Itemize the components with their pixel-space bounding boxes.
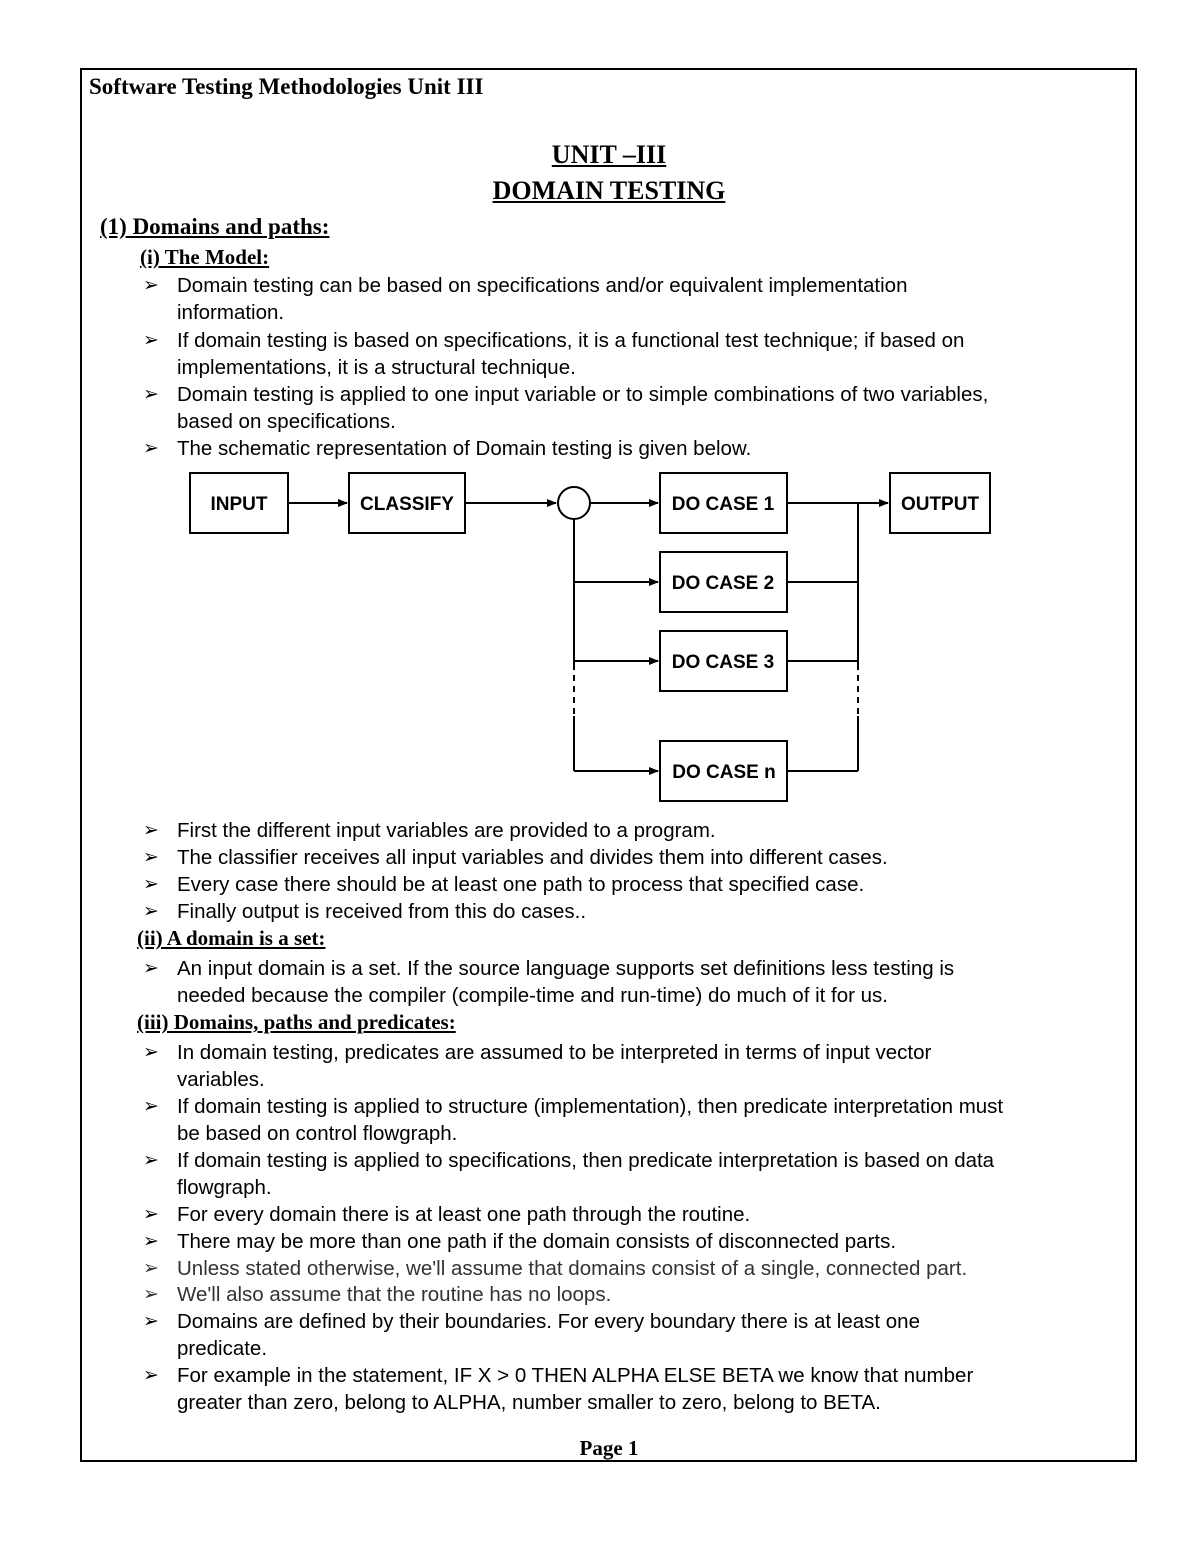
bullet-line: needed because the compiler (compile-time and run-time) do much of it for us.: [177, 984, 889, 1007]
arrow-bullet-icon: ➢: [143, 900, 159, 922]
arrow-bullet-icon: ➢: [143, 1283, 159, 1305]
bullet-line: In domain testing, predicates are assumed to be interpreted in terms of input vector: [177, 1041, 932, 1064]
list-item: [143, 1255, 967, 1282]
list-item: [143, 1039, 931, 1093]
bullet-line: implementations, it is a structural technique.: [177, 356, 576, 379]
bullet-line: If domain testing is based on specifications, it is a functional test technique; if based on: [177, 329, 965, 352]
bullet-line: predicate.: [177, 1337, 268, 1360]
subsection-heading: (i) The Model:: [140, 245, 270, 269]
list-item: [143, 844, 888, 871]
list-item: [143, 955, 954, 1009]
case3-label: DO CASE 3: [671, 652, 775, 673]
output-label: OUTPUT: [900, 494, 980, 515]
bullet-line: The classifier receives all input variables and divides them into different cases.: [177, 846, 888, 869]
list-item: [143, 1201, 750, 1228]
arrow-bullet-icon: ➢: [143, 437, 159, 459]
bullet-line: based on specifications.: [177, 410, 396, 433]
arrow-bullet-icon: ➢: [143, 1257, 159, 1279]
bullet-line: Unless stated otherwise, we'll assume that domains consist of a single, connected part.: [177, 1257, 968, 1280]
arrow-bullet-icon: ➢: [143, 1203, 159, 1225]
list-item: [143, 1093, 1003, 1147]
bullet-line: There may be more than one path if the domain consists of disconnected parts.: [177, 1230, 897, 1253]
bullet-line: If domain testing is applied to structure (implementation), then predicate interpretation must: [177, 1095, 1004, 1118]
bullet-line: Domain testing is applied to one input variable or to simple combinations of two variables,: [177, 383, 989, 406]
input-label: INPUT: [210, 494, 268, 515]
arrow-bullet-icon: ➢: [143, 1230, 159, 1252]
arrow-bullet-icon: ➢: [143, 1364, 159, 1386]
arrow-bullet-icon: ➢: [143, 1041, 159, 1063]
list-item: [143, 1308, 920, 1362]
case2-label: DO CASE 2: [671, 573, 775, 594]
arrow-bullet-icon: ➢: [143, 846, 159, 868]
list-item: [143, 817, 716, 844]
list-item: [143, 1281, 611, 1308]
bullet-line: variables.: [177, 1068, 265, 1091]
arrow-bullet-icon: ➢: [143, 957, 159, 979]
arrow-bullet-icon: ➢: [143, 873, 159, 895]
bullet-line: be based on control flowgraph.: [177, 1122, 458, 1145]
page-number: Page 1: [579, 1436, 639, 1460]
arrow-bullet-icon: ➢: [143, 1095, 159, 1117]
list-item: [143, 1362, 973, 1416]
branch-node: [558, 487, 590, 519]
list-item: [143, 871, 864, 898]
section-heading: (1) Domains and paths:: [100, 214, 330, 239]
arrow-bullet-icon: ➢: [143, 274, 159, 296]
case1-label: DO CASE 1: [671, 494, 775, 515]
bullet-line: The schematic representation of Domain testing is given below.: [177, 437, 752, 460]
bullet-line: greater than zero, belong to ALPHA, number smaller to zero, belong to BETA.: [177, 1391, 881, 1414]
casen-label: DO CASE n: [672, 762, 776, 783]
unit-title: DOMAIN TESTING: [492, 176, 726, 205]
arrow-bullet-icon: ➢: [143, 819, 159, 841]
list-item: [143, 1147, 994, 1201]
bullet-line: Every case there should be at least one path to process that specified case.: [177, 873, 865, 896]
arrow-bullet-icon: ➢: [143, 329, 159, 351]
bullet-line: Domains are defined by their boundaries. For every boundary there is at least one: [177, 1310, 920, 1333]
arrow-bullet-icon: ➢: [143, 1149, 159, 1171]
bullet-line: Domain testing can be based on specifications and/or equivalent implementation: [177, 274, 908, 297]
subsection-heading: (iii) Domains, paths and predicates:: [137, 1010, 456, 1034]
unit-heading: UNIT –III: [551, 140, 667, 169]
bullet-line: For example in the statement, IF X > 0 THEN ALPHA ELSE BETA we know that number: [177, 1364, 974, 1387]
bullet-line: For every domain there is at least one path through the routine.: [177, 1203, 751, 1226]
arrow-bullet-icon: ➢: [143, 1310, 159, 1332]
list-item: [143, 1228, 896, 1255]
list-item: [143, 898, 586, 925]
arrow-bullet-icon: ➢: [143, 383, 159, 405]
bullet-line: We'll also assume that the routine has no loops.: [177, 1283, 612, 1306]
bullet-line: Finally output is received from this do cases..: [177, 900, 587, 923]
classify-label: CLASSIFY: [360, 494, 454, 515]
bullet-line: If domain testing is applied to specifications, then predicate interpretation is based on data: [177, 1149, 995, 1172]
bullet-line: An input domain is a set. If the source language supports set definitions less testing is: [177, 957, 955, 980]
bullet-line: information.: [177, 301, 285, 324]
bullet-line: flowgraph.: [177, 1176, 272, 1199]
bullet-line: First the different input variables are provided to a program.: [177, 819, 716, 842]
subsection-heading: (ii) A domain is a set:: [137, 926, 326, 950]
document-header: Software Testing Methodologies Unit III: [89, 74, 484, 99]
